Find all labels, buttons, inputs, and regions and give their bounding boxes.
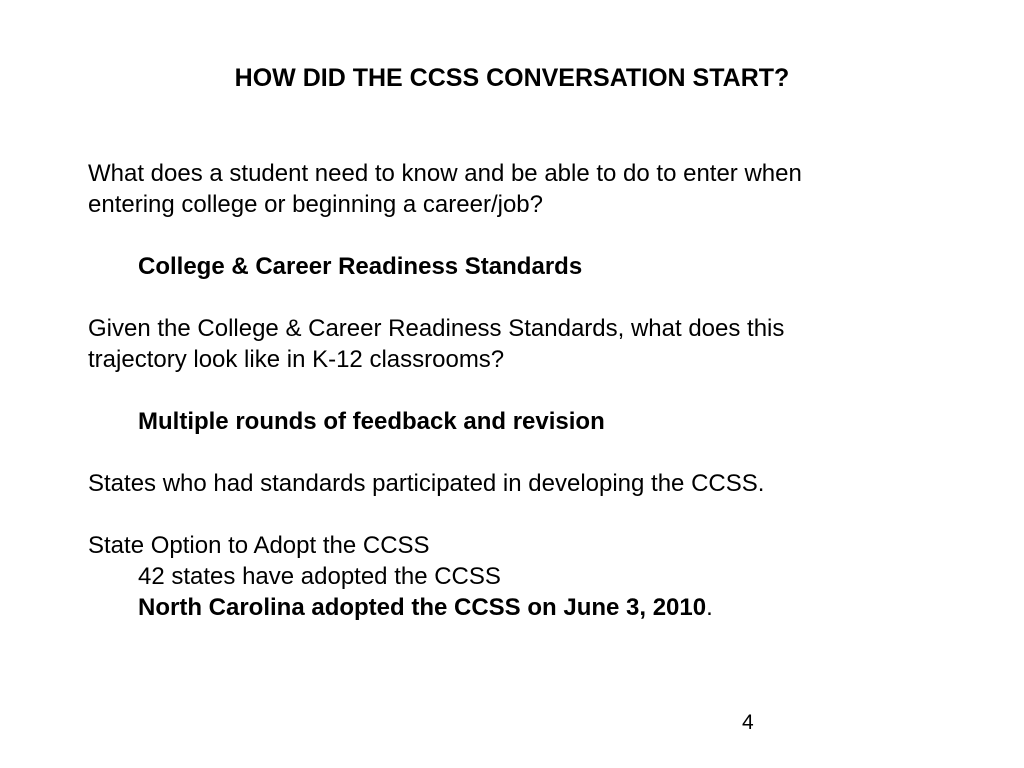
question-2-line-2: trajectory look like in K-12 classrooms?	[88, 346, 505, 373]
question-2-line-1: Given the College & Career Readiness Standards, what does this	[88, 315, 785, 342]
spacer	[88, 437, 968, 468]
spacer	[88, 220, 968, 251]
answer-1: College & Career Readiness Standards	[138, 253, 583, 280]
spacer	[88, 375, 968, 406]
question-1-line-1: What does a student need to know and be able to do to enter when	[88, 160, 802, 187]
adopted-states-count: 42 states have adopted the CCSS	[138, 563, 501, 590]
nc-adoption-line	[88, 592, 968, 623]
answer-2: Multiple rounds of feedback and revision	[138, 408, 605, 435]
question-1-line-2: entering college or beginning a career/job?	[88, 191, 543, 218]
slide-body	[88, 158, 968, 623]
nc-adoption-text: North Carolina adopted the CCSS on June 3, 2010	[138, 594, 707, 621]
nc-adoption-period: .	[706, 594, 713, 621]
spacer	[88, 499, 968, 530]
page-number: 4	[742, 711, 754, 734]
slide-title: HOW DID THE CCSS CONVERSATION START?	[234, 64, 790, 92]
adoption-option-heading: State Option to Adopt the CCSS	[88, 532, 430, 559]
spacer	[88, 282, 968, 313]
participation-statement: States who had standards participated in developing the CCSS.	[88, 470, 765, 497]
